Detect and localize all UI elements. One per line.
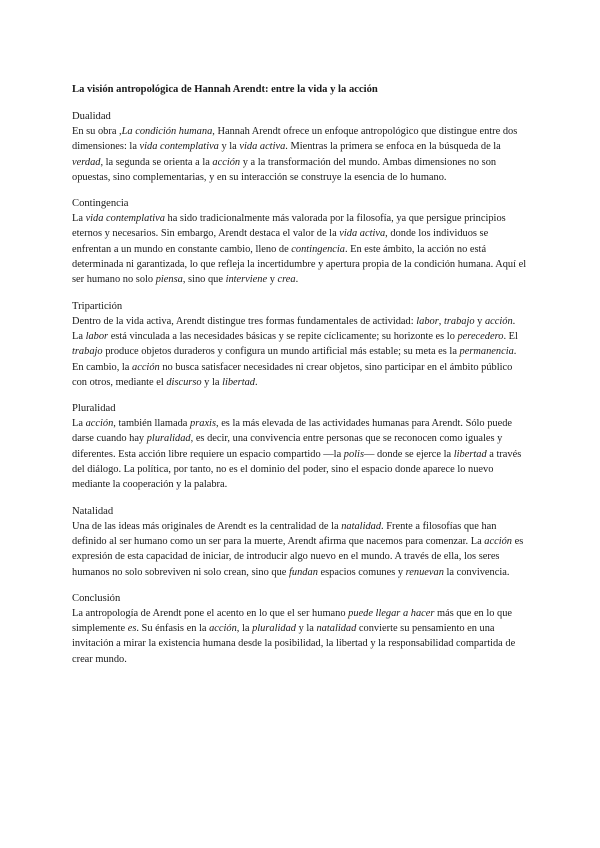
section-contingencia bbox=[72, 196, 528, 287]
italic-text-run: labor bbox=[85, 330, 109, 342]
italic-text-run: trabajo bbox=[72, 346, 103, 358]
italic-text-run: permanencia bbox=[459, 346, 514, 358]
italic-text-run: perecedero bbox=[457, 330, 504, 342]
text-run: . Mientras la primera se enfoca en la búsqueda de la bbox=[285, 141, 501, 153]
section-heading: Dualidad bbox=[72, 111, 111, 122]
text-run: la convivencia. bbox=[443, 566, 510, 578]
italic-text-run: praxis bbox=[190, 418, 216, 430]
text-run: . La bbox=[72, 315, 516, 342]
text-run: . Su énfasis en la bbox=[136, 623, 210, 635]
italic-text-run: discurso bbox=[166, 376, 202, 388]
section-heading: Natalidad bbox=[72, 505, 114, 517]
italic-text-run: piensa bbox=[155, 274, 183, 286]
italic-text-run: es bbox=[127, 623, 137, 635]
italic-text-run: vida activa bbox=[239, 141, 286, 153]
italic-text-run: renuevan bbox=[405, 566, 444, 578]
text-run: convierte su pensamiento en una invitación a mirar la existencia humana desde la posibilidad, la libertad y la responsabilidad compartida de crear mundo. bbox=[72, 623, 516, 665]
text-run: produce objetos duraderos y configura un mundo artificial más estable; su meta es la bbox=[102, 346, 460, 358]
document-title: La visión antropológica de Hannah Arendt: entre la vida y la acción bbox=[72, 84, 378, 95]
section-paragraph bbox=[72, 519, 528, 580]
italic-text-run: pluralidad bbox=[146, 433, 191, 445]
section-heading: Pluralidad bbox=[72, 403, 116, 415]
italic-text-run: vida activa bbox=[339, 228, 386, 240]
text-run: , la bbox=[236, 623, 253, 635]
italic-text-run: labor bbox=[416, 315, 439, 327]
section-natalidad bbox=[72, 504, 528, 580]
italic-text-run: pluralidad bbox=[252, 623, 296, 635]
italic-text-run: crea bbox=[277, 274, 296, 286]
section-heading: Contingencia bbox=[72, 198, 129, 210]
text-run: , la segunda se orienta a la bbox=[100, 156, 213, 168]
text-run: , Hannah Arendt ofrece un enfoque antropológico que distingue entre dos dimensiones: la bbox=[72, 126, 518, 153]
text-run: . Frente a filosofías que han definido al ser humano como un ser para la muerte, Arendt afirma que nacemos para comenzar. La bbox=[72, 520, 497, 547]
text-run: . bbox=[295, 274, 299, 286]
italic-text-run: acción bbox=[209, 623, 237, 635]
text-run: , también llamada bbox=[113, 418, 191, 430]
text-run: En su obra , bbox=[72, 126, 122, 137]
italic-text-run: La condición humana bbox=[121, 126, 213, 137]
italic-text-run: interviene bbox=[225, 274, 268, 286]
italic-text-run: acción bbox=[132, 361, 160, 373]
text-run: , donde los individuos se enfrentan a un mundo en constante cambio, lleno de bbox=[72, 228, 489, 255]
text-run: La bbox=[72, 418, 86, 430]
italic-text-run: libertad bbox=[453, 448, 487, 460]
text-run: . bbox=[254, 376, 258, 388]
italic-text-run: fundan bbox=[289, 566, 318, 578]
italic-text-run: trabajo bbox=[443, 315, 475, 327]
text-run: Dentro de la vida activa, Arendt distingue tres formas fundamentales de actividad: bbox=[72, 315, 417, 327]
text-run: y la bbox=[295, 623, 317, 635]
section-dualidad bbox=[72, 109, 528, 185]
section-paragraph bbox=[72, 211, 528, 287]
section-heading: Tripartición bbox=[72, 300, 123, 312]
text-run: La antropología de Arendt pone el acento en lo que el ser humano bbox=[72, 607, 349, 619]
section-heading: Conclusión bbox=[72, 592, 121, 604]
text-run: La bbox=[72, 213, 86, 225]
section-paragraph bbox=[72, 124, 528, 185]
text-run: . El bbox=[503, 330, 518, 342]
section-paragraph bbox=[72, 314, 528, 390]
text-run: , es decir, una convivencia entre personas que se reconocen como iguales y diferentes. Esta acción libre requiere un espacio compartido —la bbox=[72, 433, 503, 460]
italic-text-run: vida contemplativa bbox=[139, 141, 219, 153]
italic-text-run: polis bbox=[343, 448, 364, 460]
text-run: y bbox=[474, 315, 485, 327]
text-run: . En cambio, la bbox=[72, 346, 517, 373]
text-run: , es la más elevada de las actividades humanas para Arendt. Sólo puede darse cuando hay bbox=[72, 418, 513, 445]
text-run: no busca satisfacer necesidades ni crear objetos, sino participar en el ámbito público con otros, mediante el bbox=[72, 361, 513, 388]
italic-text-run: acción bbox=[484, 535, 512, 547]
italic-text-run: natalidad bbox=[341, 520, 382, 532]
text-run: a través del diálogo. La política, por tanto, no es el dominio del poder, sino el espacio donde aparece lo nuevo mediante la cooperación y la palabra. bbox=[72, 448, 522, 491]
text-run: , sino que bbox=[182, 274, 226, 286]
section-paragraph bbox=[72, 416, 528, 492]
text-run: espacios comunes y bbox=[317, 566, 406, 578]
text-run: está vinculada a las necesidades básicas y se repite cíclicamente; su horizonte es lo bbox=[108, 330, 458, 342]
text-run: . En este ámbito, la acción no está determinada ni garantizada, lo que refleja la incertidumbre y apertura propia de la condición humana. Aquí el ser humano no solo bbox=[72, 243, 527, 286]
italic-text-run: acción bbox=[212, 156, 241, 168]
italic-text-run: vida contemplativa bbox=[85, 213, 165, 225]
text-run: ha sido tradicionalmente más valorada por la filosofía, ya que persigue principios eternos y necesarios. Sin embargo, Arendt destaca el valor de la bbox=[72, 213, 506, 240]
document-page bbox=[72, 82, 528, 678]
italic-text-run: natalidad bbox=[316, 623, 357, 635]
section-pluralidad bbox=[72, 401, 528, 492]
text-run: , bbox=[438, 315, 444, 327]
text-run: y la bbox=[201, 376, 223, 388]
italic-text-run: verdad bbox=[72, 156, 101, 168]
section-conclusion bbox=[72, 591, 528, 667]
italic-text-run: contingencia bbox=[291, 243, 345, 255]
text-run: Una de las ideas más originales de Arendt es la centralidad de la bbox=[72, 520, 342, 532]
italic-text-run: puede llegar a hacer bbox=[348, 607, 435, 619]
text-run: más que en lo que simplemente bbox=[72, 607, 513, 635]
text-run: y la bbox=[218, 141, 240, 153]
italic-text-run: acción bbox=[85, 418, 114, 430]
italic-text-run: acción bbox=[484, 315, 513, 327]
italic-text-run: libertad bbox=[222, 376, 255, 388]
section-paragraph bbox=[72, 606, 528, 667]
section-triparticion bbox=[72, 299, 528, 390]
text-run: es expresión de esta capacidad de iniciar, de introducir algo nuevo en el mundo. A través de ella, los seres humanos no solo sobreviven ni solo crean, sino que bbox=[72, 535, 524, 578]
text-run: — donde se ejerce la bbox=[364, 448, 454, 460]
text-run: y a la transformación del mundo. Ambas dimensiones no son opuestas, sino complementarias, y en su interacción se construye la esencia de lo humano. bbox=[72, 156, 497, 183]
text-run: y bbox=[267, 274, 278, 286]
